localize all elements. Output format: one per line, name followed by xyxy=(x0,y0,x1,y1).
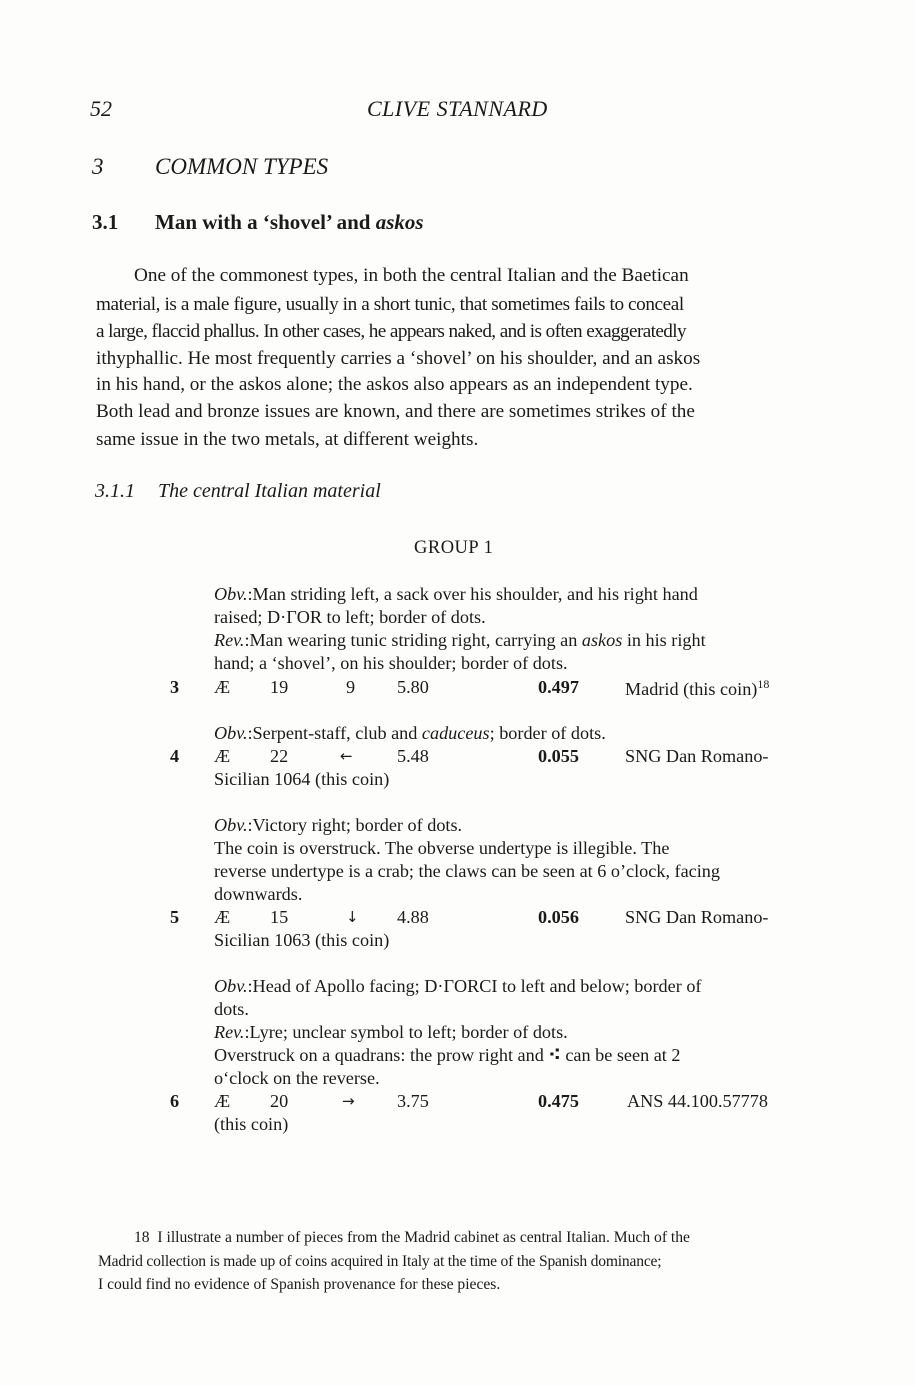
die-axis-arrow-icon: ↓ xyxy=(346,908,359,926)
paragraph-line: One of the commonest types, in both the central Italian and the Baetican xyxy=(134,265,689,286)
section-number: 3.1 xyxy=(92,210,119,234)
metal: Æ xyxy=(214,746,231,766)
reverse-description-cont: hand; a ‘shovel’, on his shoulder; border of dots. xyxy=(214,653,568,673)
weight: 5.80 xyxy=(397,677,429,697)
note-line: reverse undertype is a crab; the claws can be seen at 6 o’clock, facing xyxy=(214,861,720,881)
subsection-title: The central Italian material xyxy=(158,480,381,502)
metal: Æ xyxy=(214,907,231,927)
reference: ANS 44.100.57778 xyxy=(627,1091,768,1111)
reference: Madrid (this coin)$^{18}$ xyxy=(625,677,770,699)
entry-number: 6 xyxy=(170,1091,180,1111)
note-line: Overstruck on a quadrans: the prow right and ⁖ can be seen at 2 xyxy=(214,1045,681,1066)
subsection-number: 3.1.1 xyxy=(95,480,135,502)
obverse-description: Obv.:Victory right; border of dots. xyxy=(214,815,463,835)
obverse-description: Obv.:Head of Apollo facing; D·ΓORCI to left and below; border of xyxy=(214,976,702,996)
footnote-line: 18 I illustrate a number of pieces from the Madrid cabinet as central Italian. Much of the xyxy=(134,1229,690,1246)
obverse-description-cont: dots. xyxy=(214,999,249,1019)
obverse-description-cont: raised; D·ΓOR to left; border of dots. xyxy=(214,607,486,627)
obverse-description: Obv.:Serpent-staff, club and caduceus; border of dots. xyxy=(214,723,606,743)
reference: SNG Dan Romano- xyxy=(625,907,769,927)
note-line: The coin is overstruck. The obverse undertype is illegible. The xyxy=(214,838,670,858)
reference: SNG Dan Romano- xyxy=(625,746,769,766)
ratio: 0.056 xyxy=(538,907,579,927)
ratio: 0.497 xyxy=(538,677,579,697)
chapter-number: 3 xyxy=(92,154,104,179)
entry-number: 3 xyxy=(170,677,180,697)
note-line: o‘clock on the reverse. xyxy=(214,1068,380,1088)
metal: Æ xyxy=(214,1091,231,1111)
metal: Æ xyxy=(214,677,231,697)
reference-cont: (this coin) xyxy=(214,1114,289,1134)
obverse-description: Obv.:Man striding left, a sack over his shoulder, and his right hand xyxy=(214,584,698,604)
footnote-line: Madrid collection is made up of coins acquired in Italy at the time of the Spanish dominance; xyxy=(98,1253,662,1270)
footnote-number: 18 xyxy=(134,1229,150,1246)
reference-cont: Sicilian 1063 (this coin) xyxy=(214,930,390,950)
paragraph-line: Both lead and bronze issues are known, and there are sometimes strikes of the xyxy=(96,401,695,422)
ratio: 0.055 xyxy=(538,746,579,766)
die-axis-arrow-icon: ← xyxy=(340,747,353,765)
group-heading: GROUP 1 xyxy=(414,538,494,558)
paragraph-line: same issue in the two metals, at different weights. xyxy=(96,429,479,450)
footnote-ref[interactable]: 18 xyxy=(757,677,770,691)
paragraph-line: a large, flaccid phallus. In other cases, he appears naked, and is often exaggeratedly xyxy=(96,321,687,342)
three-dots-icon: ⁖ xyxy=(548,1045,561,1066)
entry-number: 4 xyxy=(170,746,180,766)
die-axis-arrow-icon: → xyxy=(342,1092,355,1110)
page-number: 52 xyxy=(90,96,112,121)
paragraph-line: in his hand, or the askos alone; the askos also appears as an independent type. xyxy=(96,374,693,395)
weight: 4.88 xyxy=(397,907,429,927)
paragraph-line: material, is a male figure, usually in a short tunic, that sometimes fails to conceal xyxy=(96,294,684,315)
note-line: downwards. xyxy=(214,884,303,904)
weight: 5.48 xyxy=(397,746,429,766)
reverse-description: Rev.:Man wearing tunic striding right, carrying an askos in his right xyxy=(214,630,706,650)
die-axis: 9 xyxy=(346,677,356,697)
ratio: 0.475 xyxy=(538,1091,579,1111)
section-title: Man with a ‘shovel’ and askos xyxy=(155,210,424,234)
reverse-description: Rev.:Lyre; unclear symbol to left; border of dots. xyxy=(214,1022,568,1042)
diameter: 15 xyxy=(270,907,289,927)
diameter: 20 xyxy=(270,1091,289,1111)
reference-cont: Sicilian 1064 (this coin) xyxy=(214,769,390,789)
footnote-line: I could find no evidence of Spanish provenance for these pieces. xyxy=(98,1276,501,1293)
diameter: 22 xyxy=(270,746,289,766)
diameter: 19 xyxy=(270,677,289,697)
entry-number: 5 xyxy=(170,907,180,927)
paragraph-line: ithyphallic. He most frequently carries a ‘shovel’ on his shoulder, and an askos xyxy=(96,348,701,369)
chapter-title: COMMON TYPES xyxy=(155,154,329,179)
running-title: CLIVE STANNARD xyxy=(367,96,548,121)
weight: 3.75 xyxy=(397,1091,429,1111)
